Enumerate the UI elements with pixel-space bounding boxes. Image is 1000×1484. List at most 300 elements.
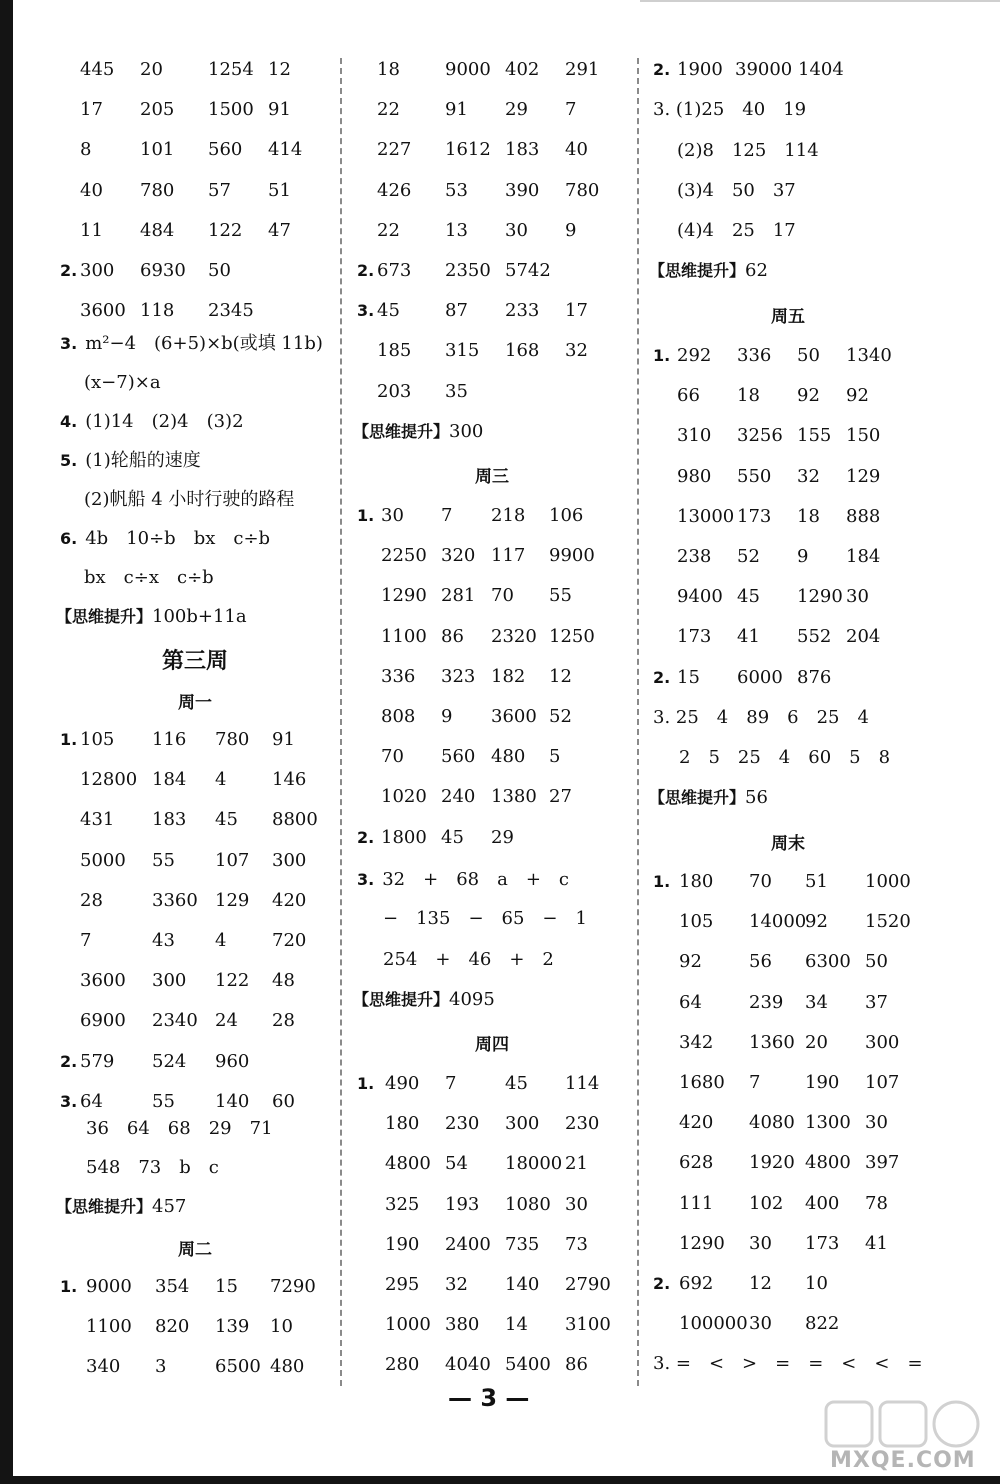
answer-text: 2 5 25 4 60 5 8 xyxy=(679,747,891,768)
question-number: 3. xyxy=(357,301,375,321)
answer-cell: 336 xyxy=(381,665,416,687)
answer-cell: 4080 xyxy=(749,1112,795,1134)
answer-cell: 41 xyxy=(737,626,760,648)
answer-cell: 8800 xyxy=(272,809,318,831)
answer-cell: 22 xyxy=(377,219,400,241)
question-number: 2. xyxy=(60,1051,78,1071)
answer-cell: 5400 xyxy=(505,1354,551,1376)
answer-cell: 184 xyxy=(846,546,881,567)
answer-cell: 32 xyxy=(797,465,820,487)
answer-cell: 53 xyxy=(445,179,468,201)
answer-cell: 9400 xyxy=(677,586,723,608)
answer-cell: 2350 xyxy=(445,260,491,281)
question-number: 1. xyxy=(653,872,671,891)
answer-cell: 15 xyxy=(215,1276,238,1297)
answer-cell: 70 xyxy=(381,746,404,768)
answer-cell: 5742 xyxy=(505,260,551,281)
answer-cell: 45 xyxy=(377,300,400,322)
answer-cell: 325 xyxy=(385,1193,420,1215)
answer-cell: 50 xyxy=(797,345,820,366)
answer-text: 3. = < > = = < < = xyxy=(653,1353,923,1374)
section-heading: 周三 xyxy=(475,467,509,487)
answer-cell: 420 xyxy=(679,1112,714,1134)
thinking-extension xyxy=(56,1195,186,1219)
answer-cell: 239 xyxy=(749,991,784,1013)
thinking-answer: 300 xyxy=(449,421,484,442)
answer-cell: 780 xyxy=(565,179,600,201)
answer-cell: 150 xyxy=(846,425,881,447)
thinking-tag: 【思维提升】 xyxy=(649,261,746,280)
answer-cell: 92 xyxy=(679,951,702,973)
answer-cell: 227 xyxy=(377,139,412,161)
answer-cell: 310 xyxy=(677,425,712,447)
answer-cell: 320 xyxy=(441,545,476,567)
answer-cell: 980 xyxy=(677,465,712,487)
answer-cell: 73 xyxy=(565,1233,588,1255)
answer-cell: 40 xyxy=(565,139,588,161)
section-heading: 周一 xyxy=(178,693,212,713)
answer-cell: 30 xyxy=(505,219,528,241)
answer-cell: 28 xyxy=(272,1010,295,1032)
answer-cell: 18 xyxy=(377,59,400,80)
answer-cell: 87 xyxy=(445,300,468,322)
section-heading: 周五 xyxy=(771,307,805,327)
answer-cell: 1612 xyxy=(445,139,491,161)
answer-cell: 300 xyxy=(865,1031,900,1053)
answer-cell: 203 xyxy=(377,380,412,402)
answer-cell: 1080 xyxy=(505,1193,551,1215)
thinking-answer: 100b+11a xyxy=(152,606,247,627)
answer-cell: 11 xyxy=(80,219,103,241)
answer-cell: 7 xyxy=(80,930,92,951)
answer-line xyxy=(60,449,201,473)
answer-cell: 10 xyxy=(270,1316,293,1338)
answer-line xyxy=(679,746,890,770)
answer-text: (3)4 50 37 xyxy=(677,180,796,201)
answer-cell: 1100 xyxy=(381,625,427,647)
answer-cell: 1290 xyxy=(381,585,427,607)
answer-cell: 14 xyxy=(505,1314,528,1336)
answer-cell: 204 xyxy=(846,626,881,648)
answer-text: (1)轮船的速度 xyxy=(85,450,201,471)
answer-cell: 3 xyxy=(155,1356,167,1378)
answer-cell: 173 xyxy=(805,1232,840,1254)
answer-line xyxy=(86,1156,219,1180)
scan-border-left xyxy=(0,0,13,1484)
question-number: 4. xyxy=(60,412,78,431)
answer-cell: 480 xyxy=(270,1356,305,1378)
answer-cell: 45 xyxy=(215,809,238,831)
answer-cell: 281 xyxy=(441,585,476,607)
answer-cell: 122 xyxy=(215,970,250,992)
answer-cell: 6300 xyxy=(805,951,851,973)
answer-cell: 218 xyxy=(491,505,526,526)
answer-cell: 7 xyxy=(565,99,577,121)
answer-cell: 12 xyxy=(268,59,291,80)
answer-cell: 1000 xyxy=(385,1314,431,1336)
question-number: 2. xyxy=(357,261,375,280)
answer-cell: 3600 xyxy=(80,970,126,992)
answer-cell: 168 xyxy=(505,340,540,362)
answer-cell: 190 xyxy=(385,1233,420,1255)
answer-cell: 342 xyxy=(679,1031,714,1053)
answer-cell: 32 xyxy=(565,340,588,362)
answer-cell: 20 xyxy=(140,59,163,80)
answer-cell: 414 xyxy=(268,139,303,161)
answer-cell: 390 xyxy=(505,179,540,201)
answer-cell: 1900 xyxy=(677,59,723,80)
answer-line xyxy=(60,332,323,356)
answer-cell: 300 xyxy=(272,849,307,871)
answer-cell: 1500 xyxy=(208,99,254,121)
answer-cell: 17 xyxy=(80,99,103,121)
answer-cell: 1340 xyxy=(846,345,892,366)
answer-line xyxy=(84,371,161,395)
answer-cell: 101 xyxy=(140,139,175,161)
answer-cell: 1290 xyxy=(679,1232,725,1254)
answer-cell: 140 xyxy=(215,1090,250,1112)
answer-cell: 336 xyxy=(737,345,772,366)
answer-cell: 155 xyxy=(797,425,832,447)
answer-cell: 397 xyxy=(865,1152,900,1174)
answer-cell: 315 xyxy=(445,340,480,362)
answer-cell: 6930 xyxy=(140,260,186,281)
answer-cell: 106 xyxy=(549,505,584,526)
answer-cell: 9 xyxy=(565,219,577,241)
answer-cell: 205 xyxy=(140,99,175,121)
thinking-extension xyxy=(649,259,768,283)
answer-cell: 2250 xyxy=(381,545,427,567)
answer-cell: 3600 xyxy=(491,706,537,727)
answer-cell: 28 xyxy=(80,889,103,911)
answer-cell: 380 xyxy=(445,1314,480,1336)
answer-cell: 56 xyxy=(749,951,772,973)
answer-cell: 54 xyxy=(445,1153,468,1175)
answer-cell: 5000 xyxy=(80,849,126,871)
answer-cell: 146 xyxy=(272,769,307,791)
answer-cell: 107 xyxy=(215,849,250,871)
answer-cell: 233 xyxy=(505,300,540,322)
question-number: 2. xyxy=(357,827,375,847)
thinking-answer: 4095 xyxy=(449,989,495,1010)
thinking-answer: 56 xyxy=(745,787,768,808)
answer-cell: 41 xyxy=(865,1232,888,1254)
answer-text: 3. (1)25 40 19 xyxy=(653,99,807,120)
answer-cell: 107 xyxy=(865,1072,900,1093)
answer-cell: 55 xyxy=(152,1090,175,1112)
answer-cell: 1920 xyxy=(749,1152,795,1174)
answer-text: m²−4 (6+5)×b(或填 11b) xyxy=(85,333,323,354)
answer-text: (2)8 125 114 xyxy=(677,140,819,161)
answer-cell: 354 xyxy=(155,1276,190,1297)
answer-cell: 117 xyxy=(491,545,526,567)
answer-text: 254 + 46 + 2 xyxy=(383,949,554,970)
answer-cell: 3360 xyxy=(152,889,198,911)
answer-cell: 280 xyxy=(385,1354,420,1376)
answer-cell: 431 xyxy=(80,809,115,831)
answer-cell: 190 xyxy=(805,1072,840,1093)
answer-cell: 300 xyxy=(505,1113,540,1135)
answer-cell: 52 xyxy=(549,706,572,727)
section-heading: 周二 xyxy=(178,1240,212,1260)
answer-cell: 116 xyxy=(152,729,187,750)
answer-cell: 64 xyxy=(679,991,702,1013)
question-number: 3. xyxy=(60,334,78,353)
week-title: 第三周 xyxy=(161,648,228,674)
answer-cell: 445 xyxy=(80,59,115,80)
answer-cell: 18 xyxy=(737,385,760,407)
answer-cell: 340 xyxy=(86,1356,121,1378)
answer-cell: 808 xyxy=(381,706,416,727)
answer-text: (4)4 25 17 xyxy=(677,220,796,241)
answer-cell: 111 xyxy=(679,1192,714,1214)
answer-cell: 402 xyxy=(505,59,540,80)
thinking-extension xyxy=(353,988,495,1012)
answer-cell: 6500 xyxy=(215,1356,261,1378)
answer-cell: 1254 xyxy=(208,59,254,80)
section-heading: 周四 xyxy=(475,1035,509,1055)
answer-cell: 628 xyxy=(679,1152,714,1174)
thinking-answer: 457 xyxy=(152,1196,187,1217)
answer-cell: 139 xyxy=(215,1316,250,1338)
answer-cell: 12 xyxy=(749,1273,772,1294)
answer-cell: 183 xyxy=(505,139,540,161)
answer-cell: 30 xyxy=(381,505,404,526)
answer-cell: 420 xyxy=(272,889,307,911)
answer-cell: 92 xyxy=(846,385,869,407)
answer-cell: 524 xyxy=(152,1050,187,1072)
answer-cell: 9 xyxy=(797,546,809,567)
question-number: 1. xyxy=(357,506,375,525)
thinking-tag: 【思维提升】 xyxy=(353,990,450,1009)
answer-cell: 173 xyxy=(677,626,712,648)
thinking-extension xyxy=(649,786,768,810)
answer-cell: 182 xyxy=(491,665,526,687)
answer-cell: 5 xyxy=(549,746,561,768)
question-number: 2. xyxy=(60,261,78,280)
answer-cell: 4 xyxy=(215,930,227,951)
answer-cell: 180 xyxy=(679,871,714,892)
answer-cell: 43 xyxy=(152,930,175,951)
answer-cell: 92 xyxy=(805,911,828,933)
answer-cell: 300 xyxy=(152,970,187,992)
answer-cell: 6900 xyxy=(80,1010,126,1032)
answer-cell: 780 xyxy=(140,179,175,201)
answer-cell: 876 xyxy=(797,666,832,688)
answer-line xyxy=(383,907,587,931)
answer-cell: 140 xyxy=(505,1274,540,1295)
answer-cell: 47 xyxy=(268,219,291,241)
answer-cell: 2345 xyxy=(208,300,254,322)
thinking-extension xyxy=(353,420,483,444)
answer-cell: 9000 xyxy=(86,1276,132,1297)
answer-cell: 8 xyxy=(80,139,92,161)
answer-cell: 34 xyxy=(805,991,828,1013)
answer-cell: 30 xyxy=(565,1193,588,1215)
answer-cell: 45 xyxy=(505,1073,528,1094)
answer-cell: 9900 xyxy=(549,545,595,567)
answer-cell: 1404 xyxy=(798,59,844,80)
answer-cell: 1020 xyxy=(381,786,427,808)
answer-cell: 230 xyxy=(565,1113,600,1135)
answer-cell: 18000 xyxy=(505,1153,563,1175)
answer-cell: 579 xyxy=(80,1050,115,1072)
answer-cell: 32 xyxy=(445,1274,468,1295)
answer-cell: 240 xyxy=(441,786,476,808)
answer-cell: 45 xyxy=(737,586,760,608)
answer-cell: 323 xyxy=(441,665,476,687)
answer-cell: 118 xyxy=(140,300,175,322)
answer-cell: 888 xyxy=(846,505,881,527)
answer-cell: 230 xyxy=(445,1113,480,1135)
answer-line xyxy=(357,868,569,892)
question-number: 3. xyxy=(357,870,375,889)
answer-line xyxy=(653,706,869,730)
answer-cell: 9000 xyxy=(445,59,491,80)
thinking-tag: 【思维提升】 xyxy=(56,1197,153,1216)
thinking-tag: 【思维提升】 xyxy=(56,607,153,626)
answer-cell: 51 xyxy=(268,179,291,201)
answer-cell: 129 xyxy=(846,465,881,487)
answer-line xyxy=(677,179,796,203)
answer-cell: 55 xyxy=(549,585,572,607)
answer-cell: 1100 xyxy=(86,1316,132,1338)
answer-cell: 55 xyxy=(152,849,175,871)
question-number: 3. xyxy=(60,1091,78,1111)
answer-cell: 30 xyxy=(865,1112,888,1134)
answer-cell: 50 xyxy=(208,260,231,281)
answer-cell: 29 xyxy=(505,99,528,121)
answer-cell: 1000 xyxy=(865,871,911,892)
thinking-extension xyxy=(56,605,247,629)
answer-cell: 4800 xyxy=(805,1152,851,1174)
answer-cell: 70 xyxy=(491,585,514,607)
answer-cell: 1680 xyxy=(679,1072,725,1093)
answer-text: 3. 25 4 89 6 25 4 xyxy=(653,707,869,728)
question-number: 5. xyxy=(60,451,78,470)
answer-cell: 3600 xyxy=(80,300,126,322)
answer-cell: 484 xyxy=(140,219,175,241)
answer-cell: 550 xyxy=(737,465,772,487)
answer-cell: 7 xyxy=(445,1073,457,1094)
question-number: 1. xyxy=(653,346,671,365)
answer-text: 4b 10÷b bx c÷b xyxy=(85,528,271,549)
answer-cell: 1250 xyxy=(549,625,595,647)
answer-cell: 426 xyxy=(377,179,412,201)
answer-cell: 114 xyxy=(565,1073,600,1094)
answer-cell: 78 xyxy=(865,1192,888,1214)
answer-cell: 673 xyxy=(377,260,412,281)
answer-cell: 37 xyxy=(865,991,888,1013)
answer-cell: 4040 xyxy=(445,1354,491,1376)
question-number: 1. xyxy=(60,1277,78,1296)
answer-cell: 100000 xyxy=(679,1313,748,1335)
section-heading: 周末 xyxy=(771,834,805,854)
answer-cell: 24 xyxy=(215,1010,238,1032)
answer-cell: 30 xyxy=(846,586,869,608)
answer-cell: 21 xyxy=(565,1153,588,1175)
answer-cell: 193 xyxy=(445,1193,480,1215)
answer-text: (2)帆船 4 小时行驶的路程 xyxy=(84,489,295,510)
answer-line xyxy=(60,527,270,551)
answer-cell: 15 xyxy=(677,666,700,688)
answer-cell: 39000 xyxy=(735,59,793,80)
answer-cell: 183 xyxy=(152,809,187,831)
answer-line xyxy=(60,410,244,434)
answer-text: (x−7)×a xyxy=(84,372,161,393)
answer-line xyxy=(677,139,819,163)
answer-cell: 2320 xyxy=(491,625,537,647)
answer-cell: 60 xyxy=(272,1090,295,1112)
answer-cell: 1520 xyxy=(865,911,911,933)
answer-cell: 105 xyxy=(679,911,714,933)
answer-cell: 1380 xyxy=(491,786,537,808)
thinking-tag: 【思维提升】 xyxy=(353,422,450,441)
answer-cell: 300 xyxy=(80,260,115,281)
answer-cell: 66 xyxy=(677,385,700,407)
scan-border-bottom xyxy=(0,1476,1000,1484)
answer-cell: 129 xyxy=(215,889,250,911)
answer-text: − 135 − 65 − 1 xyxy=(383,908,587,929)
page-number: — 3 — xyxy=(448,1384,530,1412)
answer-cell: 3100 xyxy=(565,1314,611,1336)
answer-cell: 102 xyxy=(749,1192,784,1214)
answer-cell: 6000 xyxy=(737,666,783,688)
answer-cell: 29 xyxy=(491,826,514,848)
answer-cell: 13000 xyxy=(677,505,735,527)
answer-cell: 400 xyxy=(805,1192,840,1214)
answer-cell: 13 xyxy=(445,219,468,241)
column-divider-2 xyxy=(637,58,639,1386)
answer-cell: 2340 xyxy=(152,1010,198,1032)
answer-cell: 22 xyxy=(377,99,400,121)
question-number: 6. xyxy=(60,529,78,548)
answer-cell: 45 xyxy=(441,826,464,848)
answer-cell: 7 xyxy=(441,505,453,526)
answer-cell: 720 xyxy=(272,930,307,951)
answer-cell: 122 xyxy=(208,219,243,241)
answer-cell: 292 xyxy=(677,345,712,366)
answer-cell: 12 xyxy=(549,665,572,687)
question-number: 2. xyxy=(653,60,671,79)
answer-cell: 10 xyxy=(805,1273,828,1294)
answer-cell: 91 xyxy=(445,99,468,121)
watermark-text: MXQE.COM xyxy=(830,1448,976,1473)
answer-cell: 64 xyxy=(80,1090,103,1112)
answer-cell: 2790 xyxy=(565,1274,611,1295)
answer-cell: 30 xyxy=(749,1313,772,1335)
thinking-tag: 【思维提升】 xyxy=(649,788,746,807)
answer-cell: 91 xyxy=(272,729,295,750)
answer-cell: 86 xyxy=(565,1354,588,1376)
answer-line xyxy=(84,488,294,512)
answer-cell: 185 xyxy=(377,340,412,362)
answer-cell: 238 xyxy=(677,546,712,567)
answer-cell: 48 xyxy=(272,970,295,992)
answer-cell: 50 xyxy=(865,951,888,973)
column-divider-1 xyxy=(340,58,342,1386)
answer-line xyxy=(677,219,796,243)
answer-cell: 780 xyxy=(215,729,250,750)
answer-line xyxy=(84,566,214,590)
answer-cell: 822 xyxy=(805,1313,840,1335)
answer-cell: 27 xyxy=(549,786,572,808)
answer-cell: 1800 xyxy=(381,826,427,848)
answer-cell: 18 xyxy=(797,505,820,527)
answer-cell: 1360 xyxy=(749,1031,795,1053)
answer-cell: 180 xyxy=(385,1113,420,1135)
answer-cell: 12800 xyxy=(80,769,138,791)
